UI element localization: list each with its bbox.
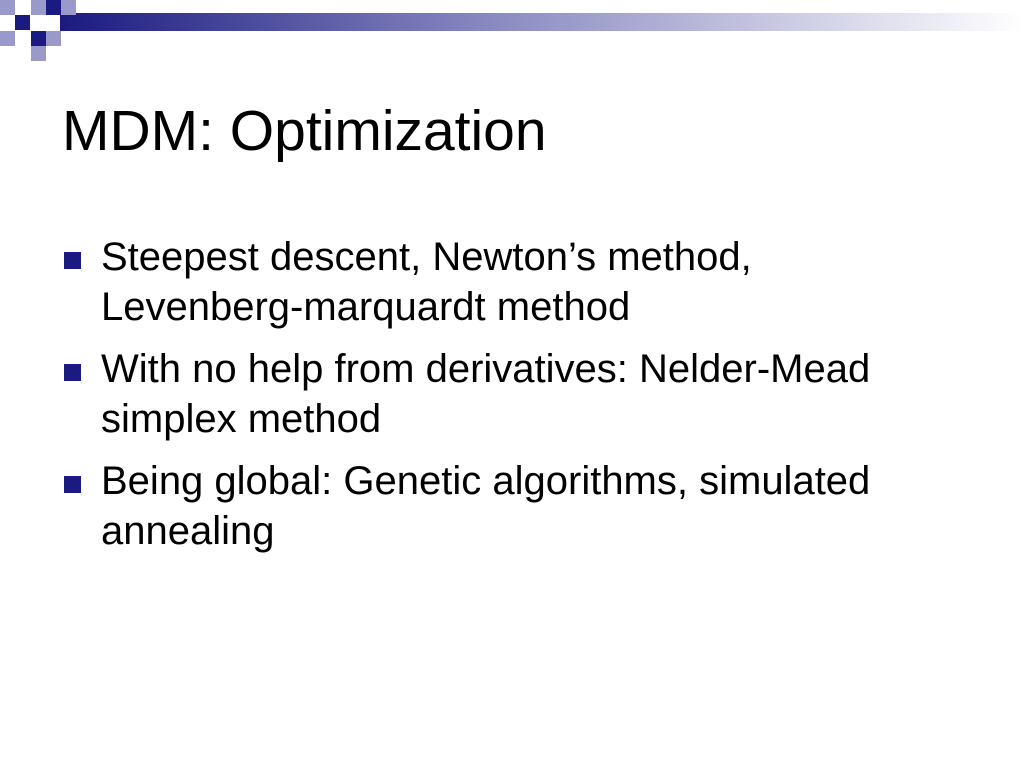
- bullet-text: Steepest descent, Newton’s method, Levenberg-marquardt method: [101, 235, 752, 329]
- slide-title: MDM: Optimization: [62, 99, 547, 163]
- top-decoration-band: [0, 0, 1024, 64]
- bullet-item: [62, 344, 942, 444]
- checker-square: [15, 15, 30, 30]
- square-bullet-icon: [64, 252, 81, 269]
- checker-square: [31, 46, 46, 61]
- checker-square: [46, 0, 61, 15]
- checker-square: [61, 0, 76, 15]
- square-bullet-icon: [64, 476, 81, 493]
- bullet-item: [62, 456, 942, 556]
- gradient-stripe: [60, 13, 1024, 31]
- checker-square: [31, 0, 46, 15]
- bullet-item: [62, 232, 942, 332]
- square-bullet-icon: [64, 364, 81, 381]
- checker-square: [46, 31, 61, 46]
- checker-square: [0, 0, 15, 15]
- checker-square: [31, 31, 46, 46]
- bullet-text: Being global: Genetic algorithms, simulated annealing: [101, 459, 871, 553]
- checker-square: [0, 31, 15, 46]
- bullet-list: [62, 232, 942, 568]
- checker-gradient-decoration: [0, 0, 1024, 64]
- bullet-text: With no help from derivatives: Nelder-Mead simplex method: [101, 347, 871, 441]
